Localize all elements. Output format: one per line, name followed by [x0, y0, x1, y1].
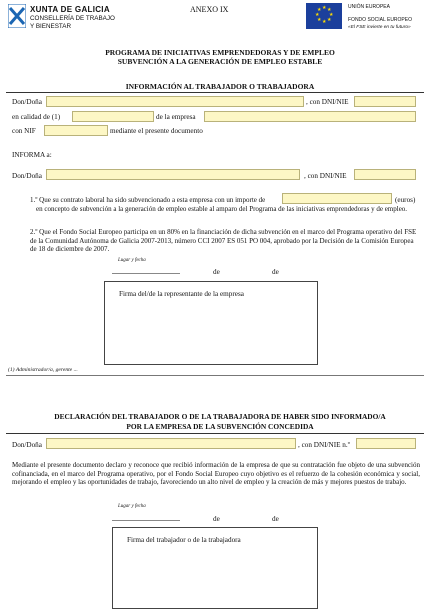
item1-text-a: 1.º Que su contrato laboral ha sido subvencionado a esta empresa con un importe de	[30, 196, 266, 204]
section1-divider	[6, 92, 424, 93]
informed-worker-field[interactable]	[46, 169, 300, 180]
item1-text-b: en concepto de subvención a la generación de empleo estable al amparo del Programa de las iniciativas emprendedoras y de empleo.	[36, 205, 408, 213]
en-calidad-label: en calidad de (1)	[12, 113, 61, 121]
mediante-label: mediante el presente documento	[110, 127, 203, 135]
s2-paragraph: Mediante el presente documento declaro y reconoce que recibió información de la empresa de que su contratación fue objeto de una subvención cofinanciada, en el marco del Programa operativo, por el Fondo Social Europeo cuyo objetivo es el refuerzo de la cohesión económica y social, mejorando el empleo y las oportunidades de trabajo, favoreciendo un alto nivel de empleo y la creación de más y mejores puestos de trabajo.	[12, 461, 420, 487]
svg-text:★: ★	[317, 17, 322, 23]
lugar-fecha-label: Lugar y fecha	[118, 258, 146, 263]
eu-line1: UNIÓN EUROPEA	[348, 4, 390, 10]
xunta-logo	[8, 4, 128, 34]
svg-text:★: ★	[327, 7, 332, 13]
item2-text: 2.º Que el Fondo Social Europeo participa en un 80% en la financiación de dicha subvención en el marco del Programa operativo del FSE de la Comunidad Autónoma de Galicia 2007-2013, número CCI 2007 ES 051 PO 004, aprobado por la Decisión de la Comisión Europea de 18 de diciembre de 2007.	[30, 228, 417, 254]
s2-lugar-fecha-label: Lugar y fecha	[118, 504, 146, 509]
svg-text:★: ★	[327, 17, 332, 23]
eu-line3: «El FSE invierte en tu futuro»	[348, 25, 411, 30]
euros-label: (euros)	[395, 196, 416, 204]
s2-con-dni-label: , con DNI/NIE n.º	[298, 441, 350, 449]
svg-text:★: ★	[322, 5, 327, 11]
logo-line3: Y BIENESTAR	[30, 23, 72, 30]
section1-bottom-divider	[6, 375, 424, 376]
amount-field[interactable]	[282, 193, 392, 204]
footnote: (1) Administrador/a, gerente ...	[8, 367, 78, 373]
con-nif-label: con NIF	[12, 127, 36, 135]
role-field[interactable]	[72, 111, 154, 122]
program-title-1: PROGRAMA DE INICIATIVAS EMPRENDEDORAS Y DE EMPLEO	[105, 48, 335, 57]
con-dni-label: , con DNI/NIE	[306, 98, 349, 106]
section2-divider	[6, 433, 424, 434]
nif-field[interactable]	[44, 125, 108, 136]
section2-title-1: DECLARACIÓN DEL TRABAJADOR O DE LA TRABAJADORA DE HABER SIDO INFORMADO/A	[54, 412, 386, 421]
don-dona2-label: Don/Doña	[12, 172, 42, 180]
s2-worker-name-field[interactable]	[46, 438, 296, 449]
informa-label: INFORMA a:	[12, 151, 52, 159]
logo-line1: XUNTA DE GALICIA	[30, 5, 110, 14]
eu-flag-icon	[306, 3, 342, 29]
s2-date-de1: de	[213, 515, 220, 523]
program-title-2: SUBVENCIÓN A LA GENERACIÓN DE EMPLEO ESTABLE	[117, 57, 323, 66]
worker-dni-field[interactable]	[354, 169, 416, 180]
company-signature-label: Firma del/de la representante de la empresa	[119, 290, 244, 298]
de-empresa-label: de la empresa	[156, 113, 196, 121]
s2-don-dona-label: Don/Doña	[12, 441, 42, 449]
date-de2: de	[272, 268, 279, 276]
xunta-emblem-icon	[8, 4, 26, 28]
con-dni2-label: , con DNI/NIE	[304, 172, 347, 180]
company-signature-box[interactable]	[104, 281, 318, 365]
worker-signature-box[interactable]	[112, 527, 318, 609]
annex-label: ANEXO IX	[190, 5, 229, 14]
eu-line2: FONDO SOCIAL EUROPEO	[348, 17, 412, 23]
svg-text:★: ★	[322, 19, 327, 25]
place-line	[112, 273, 180, 274]
date-de1: de	[213, 268, 220, 276]
logo-line2: CONSELLERÍA DE TRABAJO	[30, 15, 115, 22]
worker-name-field[interactable]	[46, 96, 304, 107]
rep-dni-field[interactable]	[354, 96, 416, 107]
svg-text:★: ★	[315, 12, 320, 18]
worker-signature-label: Firma del trabajador o de la trabajadora	[127, 536, 241, 544]
company-field[interactable]	[204, 111, 416, 122]
section2-title-2: POR LA EMPRESA DE LA SUBVENCIÓN CONCEDIDA	[126, 422, 314, 431]
don-dona-label: Don/Doña	[12, 98, 42, 106]
svg-text:★: ★	[317, 7, 322, 13]
s2-place-line	[112, 520, 180, 521]
section1-title: INFORMACIÓN AL TRABAJADOR O TRABAJADORA	[125, 82, 315, 91]
s2-date-de2: de	[272, 515, 279, 523]
svg-text:★: ★	[329, 12, 334, 18]
s2-dni-field[interactable]	[356, 438, 416, 449]
